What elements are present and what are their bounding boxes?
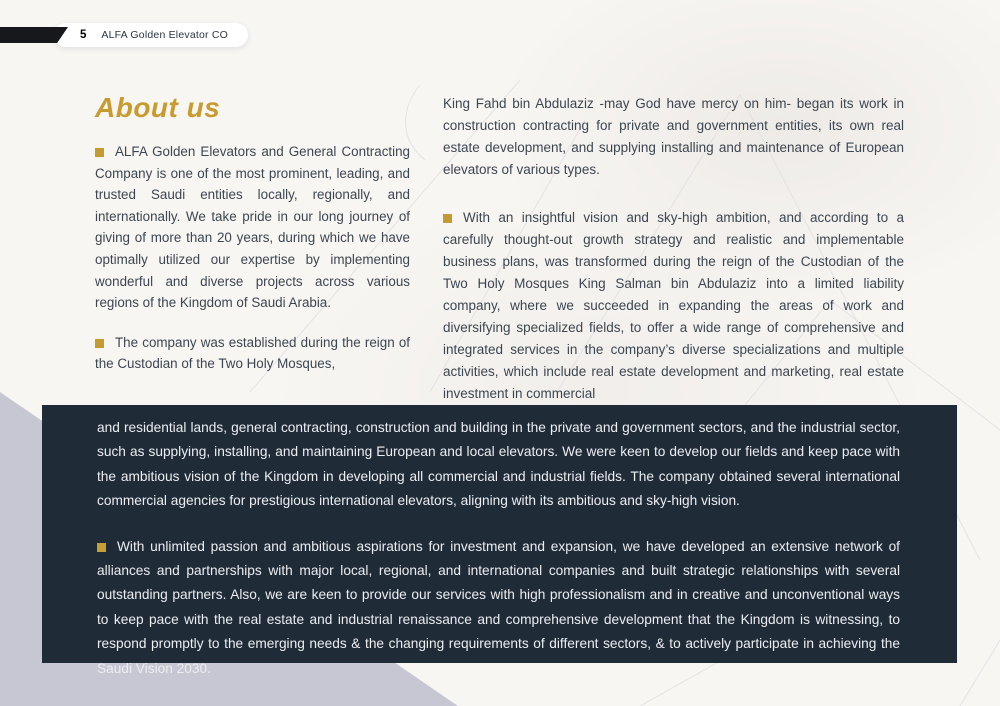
paragraph xyxy=(95,332,410,375)
paragraph xyxy=(443,93,904,181)
page-number-flag xyxy=(0,27,68,43)
paragraph-text: The company was established during the reign of the Custodian of the Two Holy Mosques, xyxy=(95,334,410,372)
paragraph xyxy=(443,207,904,405)
bullet-square-icon xyxy=(97,543,106,552)
bullet-square-icon xyxy=(443,214,452,223)
bullet-square-icon xyxy=(95,148,104,157)
page-title: About us xyxy=(95,92,221,123)
bullet-square-icon xyxy=(95,339,104,348)
header-badge xyxy=(54,23,248,47)
paragraph-text: King Fahd bin Abdulaziz -may God have mercy on him- began its work in construction contracting for private and government entities, its own real estate development, and supplying installing and maintenance of European elevators of various types. xyxy=(443,96,904,177)
paragraph-text: and residential lands, general contracting, construction and building in the private and government sectors, and the industrial sector, such as supplying, installing, and maintaining European and local elevators. We were keen to develop our fields and keep pace with the ambitious vision of the Kingdom in developing all commercial and industrial fields. The company obtained several international commercial agencies for prestigious international elevators, aligning with its ambitious and sky-high vision. xyxy=(97,420,900,509)
left-column xyxy=(95,141,410,375)
bottom-panel xyxy=(42,405,957,676)
paragraph-text: ALFA Golden Elevators and General Contracting Company is one of the most prominent, leading, and trusted Saudi entities locally, regionally, and internationally. We take pride in our long journey of giving of more than 20 years, during which we have optimally utilized our expertise by implementing wonderful and diverse projects across various regions of the Kingdom of Saudi Arabia. xyxy=(95,144,410,311)
paragraph xyxy=(95,141,410,314)
page-number: 5 xyxy=(80,29,87,41)
right-column xyxy=(443,93,904,405)
paragraph xyxy=(97,535,900,681)
paragraph-text: With an insightful vision and sky-high ambition, and according to a carefully thought-out growth strategy and realistic and implementable business plans, was transformed during the reign of the Custodian of the Two Holy Mosques King Salman bin Abdulaziz into a limited liability company, where we succeeded in expanding the areas of work and diversifying specialized fields, to offer a wide range of comprehensive and integrated services in the company’s diverse specializations and multiple activities, which include real estate development and marketing, real estate investment in commercial xyxy=(443,210,904,401)
company-name: ALFA Golden Elevator CO xyxy=(101,29,228,41)
paragraph xyxy=(97,416,900,514)
paragraph-text: With unlimited passion and ambitious aspirations for investment and expansion, we have developed an extensive network of alliances and partnerships with major local, regional, and international companies and built strategic relationships with several outstanding partners. Also, we are keen to provide our services with high professionalism and in creative and unconventional ways to keep pace with the real estate and industrial renaissance and comprehensive development that the Kingdom is witnessing, to respond promptly to the emerging needs & the changing requirements of different sectors, & to actively participate in achieving the Saudi Vision 2030. xyxy=(97,538,900,676)
